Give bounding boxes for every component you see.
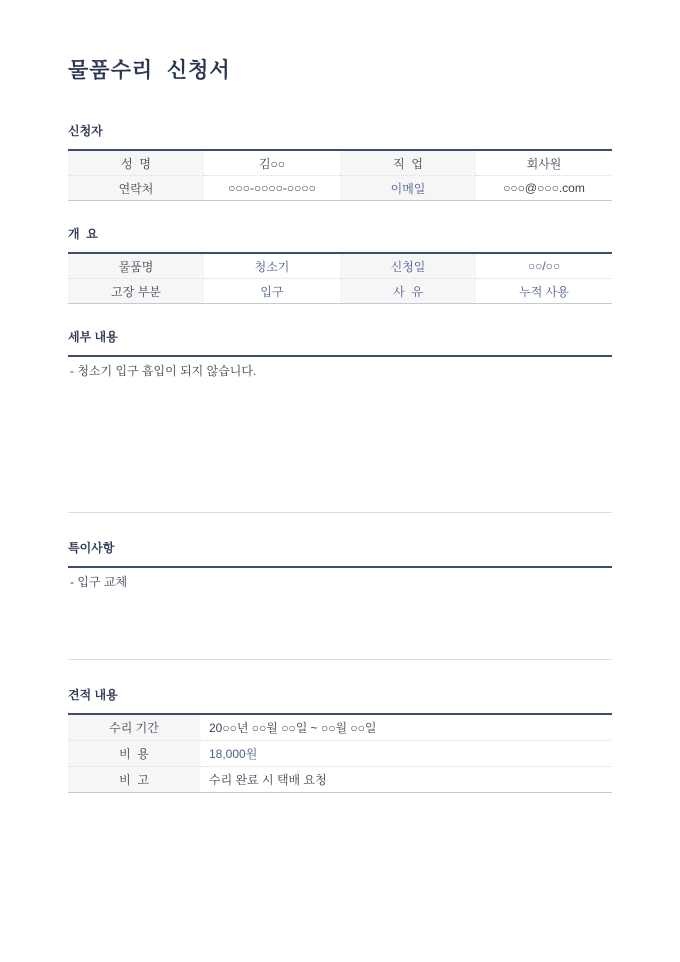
section-overview (68, 227, 612, 304)
value-cell-cost: 18,000원 (200, 741, 612, 767)
section-heading-overview: 개 요 (68, 227, 98, 241)
label-cell-cost: 비 용 (68, 741, 200, 767)
section-notes (68, 541, 612, 660)
label-cell-item-name: 물품명 (68, 253, 204, 279)
label-cell-contact: 연락처 (68, 176, 204, 201)
value-cell-name: 김○○ (258, 156, 286, 171)
value-cell-broken-part: 입구 (204, 279, 340, 304)
applicant-table (68, 149, 612, 201)
notes-content: - 입구 교체 (68, 566, 612, 660)
value-cell-item-name: 청소기 (254, 259, 290, 274)
value-cell-contact: ○○○-○○○○-○○○○ (204, 176, 340, 201)
value-cell-remarks: 수리 완료 시 택배 요청 (200, 767, 612, 793)
label-cell-broken-part: 고장 부분 (68, 279, 204, 304)
value-cell-request-date: ○○/○○ (527, 259, 561, 273)
page-title: 물품수리 신청서 (68, 59, 231, 82)
value-cell-email: ○○○@○○○.com (476, 176, 612, 201)
label-cell-request-date: 신청일 (340, 253, 476, 279)
table-row (68, 150, 612, 176)
section-heading-applicant: 신청자 (68, 124, 103, 138)
section-estimate (68, 688, 612, 793)
overview-table (68, 252, 612, 304)
table-row (68, 253, 612, 279)
value-cell-repair-period: 20○○년 ○○월 ○○일 ~ ○○월 ○○일 (209, 721, 377, 735)
label-cell-name: 성 명 (68, 150, 204, 176)
value-cell-occupation: 회사원 (526, 156, 562, 171)
table-row (68, 714, 612, 741)
label-cell-occupation: 직 업 (340, 150, 476, 176)
label-cell-email: 이메일 (340, 176, 476, 201)
table-row (68, 767, 612, 793)
value-cell-reason: 누적 사용 (476, 279, 612, 304)
table-row (68, 741, 612, 767)
label-cell-reason: 사 유 (340, 279, 476, 304)
section-details (68, 330, 612, 513)
label-cell-repair-period: 수리 기간 (68, 714, 200, 741)
table-row (68, 279, 612, 304)
label-cell-remarks: 비 고 (68, 767, 200, 793)
section-heading-notes: 특이사항 (68, 541, 115, 555)
estimate-table (68, 713, 612, 793)
section-heading-estimate: 견적 내용 (68, 688, 118, 702)
details-content: - 청소기 입구 흡입이 되지 않습니다. (68, 355, 612, 513)
section-heading-details: 세부 내용 (68, 330, 118, 344)
table-row (68, 176, 612, 201)
section-applicant (68, 124, 612, 201)
